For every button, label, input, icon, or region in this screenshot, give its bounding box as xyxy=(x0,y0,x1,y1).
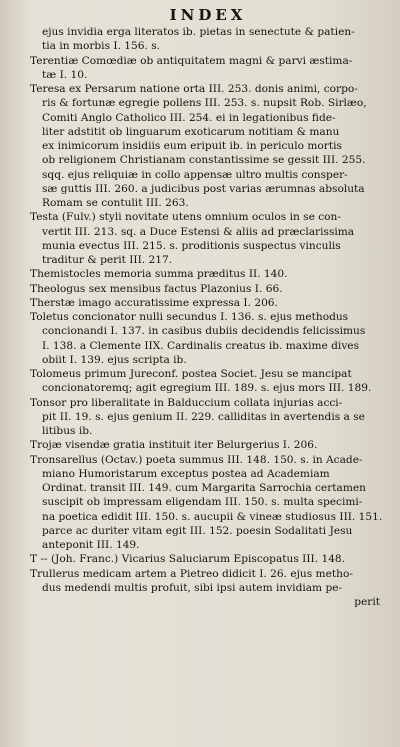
index-line: Toletus concionator nulli secundus I. 136. s. ejus methodus xyxy=(30,311,349,323)
index-line: T -- (Joh. Franc.) Vicarius Saluciarum Episcopatus III. 148. xyxy=(30,553,346,566)
index-line: tæ I. 10. xyxy=(42,68,88,81)
index-line: ob religionem Christianam constantissime se gessit III. 255. xyxy=(42,154,366,167)
index-line: Terentiæ Comœdiæ ob antiquitatem magni & parvi æstima- xyxy=(30,54,353,67)
index-line: pit II. 19. s. ejus genium II. 229. calliditas in avertendis a se xyxy=(42,410,365,423)
index-line: concionatoremq; agit egregium III. 189. s. ejus mors III. 189. xyxy=(42,382,372,395)
index-line: sæ guttis III. 260. a judicibus post varias ærumnas absoluta xyxy=(42,182,365,195)
index-line: vertit III. 213. sq. a Duce Estensi & aliis ad præclarissima xyxy=(42,225,355,238)
page-header-title: INDEX xyxy=(169,6,247,24)
index-line: Tronsarellus (Octav.) poeta summus III. 148. 150. s. in Acade- xyxy=(30,453,363,466)
index-line: anteponit III. 149. xyxy=(42,539,140,551)
index-line: parce ac duriter vitam egit III. 152. poesin Sodalitati Jesu xyxy=(42,524,353,537)
index-line: traditur & perit III. 217. xyxy=(42,254,173,266)
index-line: ex inimicorum insidiis eum eripuit ib. in periculo mortis xyxy=(42,140,342,152)
index-line: liter adstitit ob linguarum exoticarum notitiam & manu xyxy=(42,125,340,138)
index-line: sqq. ejus reliquiæ in collo appensæ ultro multis consper- xyxy=(42,168,348,181)
index-line: Therstæ imago accuratissime expressa I. 206. xyxy=(30,296,278,309)
index-line: dus medendi multis profuit, sibi ipsi autem invidiam pe- xyxy=(42,581,343,594)
index-line: na poetica edidit III. 150. s. aucupii & vineæ studiosus III. 151. xyxy=(42,510,383,523)
index-line: ris & fortunæ egregie pollens III. 253. s. nupsit Rob. Sirlæo, xyxy=(42,97,367,110)
index-line: munia evectus III. 215. s. proditionis suspectus vinculis xyxy=(42,239,341,252)
index-line: suscipit ob impressam eligendam III. 150. s. multa specimi- xyxy=(42,496,363,509)
index-line: Comiti Anglo Catholico III. 254. ei in legationibus fide- xyxy=(42,111,336,124)
index-line: Trullerus medicam artem a Pietreo didicit I. 26. ejus metho- xyxy=(30,567,353,580)
index-line: concionandi I. 137. in casibus dubiis decidendis felicissimus xyxy=(42,325,366,338)
index-line: tia in morbis I. 156. s. xyxy=(42,40,161,53)
index-body xyxy=(30,25,386,595)
index-line: Romam se contulit III. 263. xyxy=(42,197,189,209)
index-line: Ordinat. transit III. 149. cum Margarita Sarrochia certamen xyxy=(42,482,366,494)
index-line: Testa (Fulv.) styli novitate utens omnium oculos in se con- xyxy=(30,211,341,224)
index-line: obiit I. 139. ejus scripta ib. xyxy=(42,353,187,366)
index-line: I. 138. a Clemente IIX. Cardinalis creatus ib. maxime dives xyxy=(42,339,360,352)
index-line: Tolomeus primum Jureconf. postea Societ. Jesu se mancipat xyxy=(30,368,352,380)
catchword: perit xyxy=(354,596,380,608)
index-line: Teresa ex Persarum natione orta III. 253. donis animi, corpo- xyxy=(30,83,358,95)
index-line: Trojæ visendæ gratia instituit iter Belurgerius I. 206. xyxy=(30,439,318,452)
index-line: Themistocles memoria summa præditus II. 140. xyxy=(30,268,288,281)
index-line: litibus ib. xyxy=(42,425,93,437)
index-line: Theologus sex mensibus factus Plazonius I. 66. xyxy=(30,282,283,295)
index-line: ejus invidia erga literatos ib. pietas in senectute & patien- xyxy=(42,26,355,38)
index-line: miano Humoristarum exceptus postea ad Academiam xyxy=(42,467,330,480)
index-line: Tonsor pro liberalitate in Balduccium collata injurias acci- xyxy=(30,396,343,409)
